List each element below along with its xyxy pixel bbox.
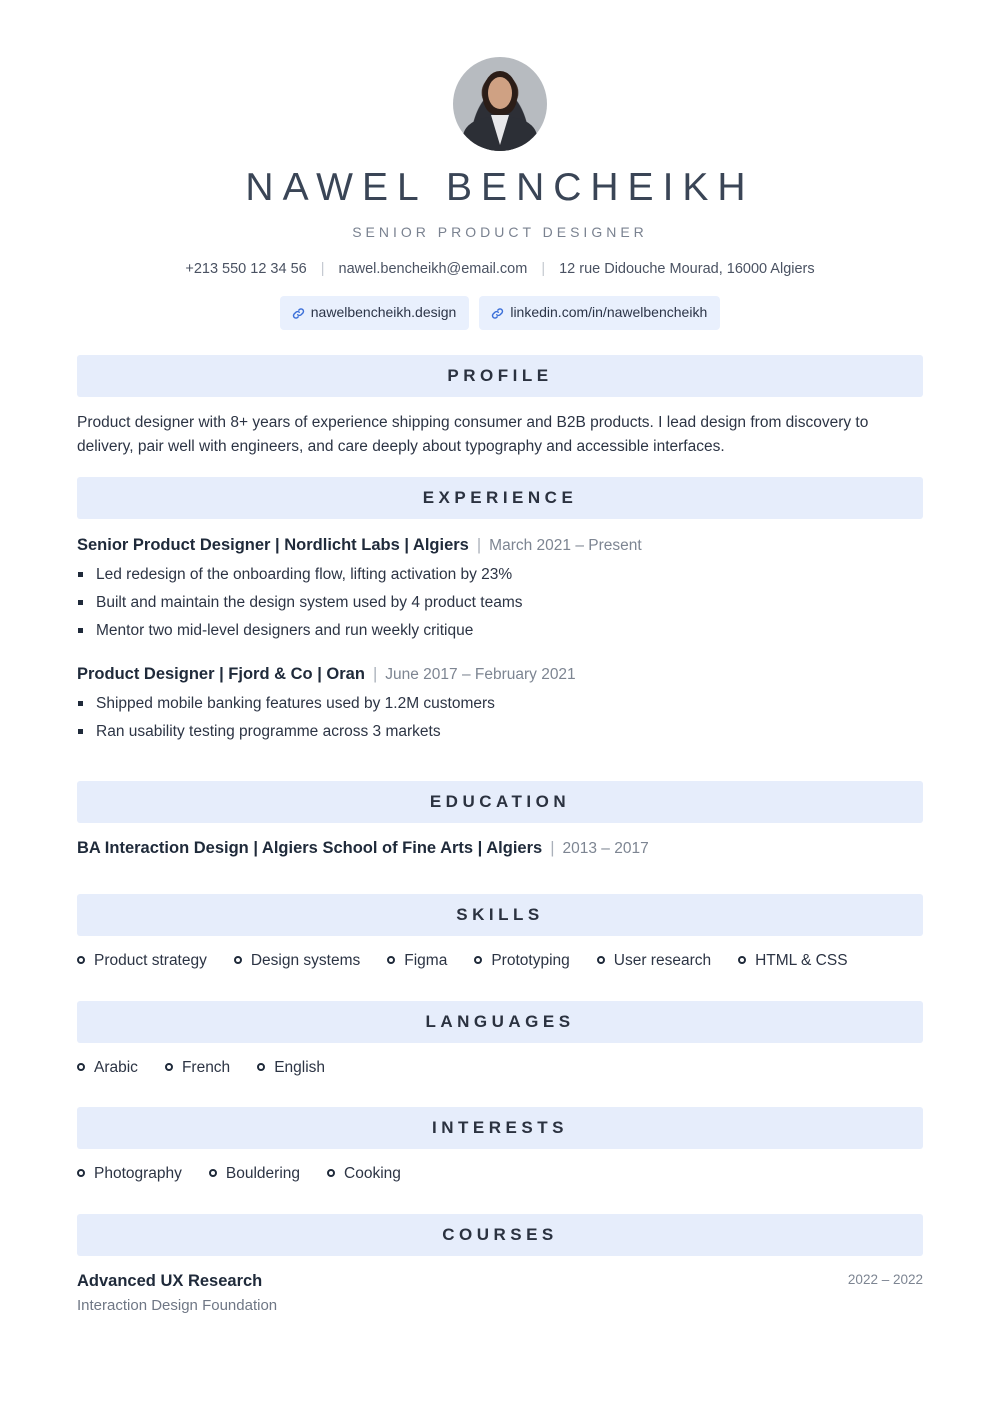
divider: |	[372, 665, 378, 683]
skill-label: Prototyping	[491, 952, 570, 969]
skill-item	[474, 952, 569, 970]
link-icon	[491, 307, 504, 320]
language-label: Arabic	[94, 1059, 138, 1076]
skill-item	[738, 952, 847, 970]
job-title-text: Product Designer | Fjord & Co | Oran	[77, 665, 365, 683]
section-header-interests: INTERESTS	[77, 1107, 923, 1149]
divider: |	[476, 536, 482, 554]
skills-list	[77, 952, 927, 970]
circle-bullet-icon	[209, 1169, 217, 1177]
languages-list	[77, 1059, 927, 1077]
website-link-label: nawelbencheikh.design	[310, 304, 457, 320]
skill-item	[597, 952, 711, 970]
email-text: nawel.bencheikh@email.com	[338, 261, 528, 277]
interest-item	[77, 1165, 182, 1183]
candidate-name: NAWEL BENCHEIKH	[245, 166, 755, 209]
language-label: French	[181, 1059, 231, 1076]
section-header-education: EDUCATION	[77, 781, 923, 823]
bullet-item: Shipped mobile banking features used by 1.2M customers	[77, 693, 917, 721]
job-bullets	[77, 564, 917, 648]
course-date: 2022 – 2022	[847, 1272, 923, 1287]
course-provider: Interaction Design Foundation	[77, 1297, 278, 1314]
circle-bullet-icon	[474, 956, 482, 964]
interest-item	[209, 1165, 300, 1183]
bullet-item: Led redesign of the onboarding flow, lifting activation by 23%	[77, 564, 917, 592]
job-title	[77, 536, 642, 555]
circle-bullet-icon	[738, 956, 746, 964]
education-title: BA Interaction Design | Algiers School of Fine Arts | Algiers	[77, 839, 543, 857]
circle-bullet-icon	[77, 1169, 85, 1177]
section-header-experience: EXPERIENCE	[77, 477, 923, 519]
bullet-item: Ran usability testing programme across 3 markets	[77, 721, 917, 749]
circle-bullet-icon	[77, 956, 85, 964]
job-title	[77, 665, 576, 684]
circle-bullet-icon	[597, 956, 605, 964]
circle-bullet-icon	[257, 1063, 265, 1071]
interest-label: Photography	[94, 1165, 182, 1182]
divider: |	[320, 261, 325, 277]
skill-label: Design systems	[250, 952, 361, 969]
bullet-item: Built and maintain the design system used by 4 product teams	[77, 592, 917, 620]
education-entry	[77, 839, 649, 858]
language-item	[77, 1059, 138, 1077]
interest-item	[327, 1165, 401, 1183]
skill-item	[234, 952, 360, 970]
job-title-text: Senior Product Designer | Nordlicht Labs | Algiers	[77, 536, 469, 554]
section-header-profile: PROFILE	[77, 355, 923, 397]
circle-bullet-icon	[165, 1063, 173, 1071]
phone-text: +213 550 12 34 56	[185, 261, 307, 277]
circle-bullet-icon	[387, 956, 395, 964]
circle-bullet-icon	[234, 956, 242, 964]
skill-label: User research	[613, 952, 712, 969]
profile-photo	[453, 57, 547, 151]
website-link[interactable]	[280, 296, 470, 330]
job-date: March 2021 – Present	[489, 537, 642, 554]
language-item	[257, 1059, 325, 1077]
section-header-languages: LANGUAGES	[77, 1001, 923, 1043]
job-bullets	[77, 693, 917, 749]
interests-list	[77, 1165, 927, 1183]
skill-label: Product strategy	[94, 952, 207, 969]
profile-summary: Product designer with 8+ years of experience shipping consumer and B2B products. I lead design from discovery to delivery, pair well with engineers, and care deeply about typography and accessible interfaces.	[77, 414, 869, 455]
language-label: English	[274, 1059, 326, 1076]
skill-item	[387, 952, 447, 970]
links-row	[0, 296, 1000, 330]
interest-label: Bouldering	[225, 1165, 301, 1182]
circle-bullet-icon	[327, 1169, 335, 1177]
contact-line	[0, 261, 1000, 277]
skill-item	[77, 952, 207, 970]
link-icon	[292, 307, 305, 320]
divider: |	[541, 261, 546, 277]
skill-label: Figma	[404, 952, 448, 969]
language-item	[165, 1059, 230, 1077]
job-date: June 2017 – February 2021	[385, 666, 576, 683]
linkedin-link[interactable]	[479, 296, 720, 330]
interest-label: Cooking	[344, 1165, 401, 1182]
skill-label: HTML & CSS	[755, 952, 848, 969]
section-header-courses: COURSES	[77, 1214, 923, 1256]
linkedin-link-label: linkedin.com/in/nawelbencheikh	[510, 304, 708, 320]
address-text: 12 rue Didouche Mourad, 16000 Algiers	[559, 261, 815, 277]
divider: |	[550, 839, 555, 857]
section-header-skills: SKILLS	[77, 894, 923, 936]
course-title: Advanced UX Research	[77, 1272, 263, 1290]
bullet-item: Mentor two mid-level designers and run weekly critique	[77, 620, 917, 648]
education-date: 2013 – 2017	[562, 840, 649, 857]
circle-bullet-icon	[77, 1063, 85, 1071]
candidate-role: SENIOR PRODUCT DESIGNER	[352, 224, 648, 240]
